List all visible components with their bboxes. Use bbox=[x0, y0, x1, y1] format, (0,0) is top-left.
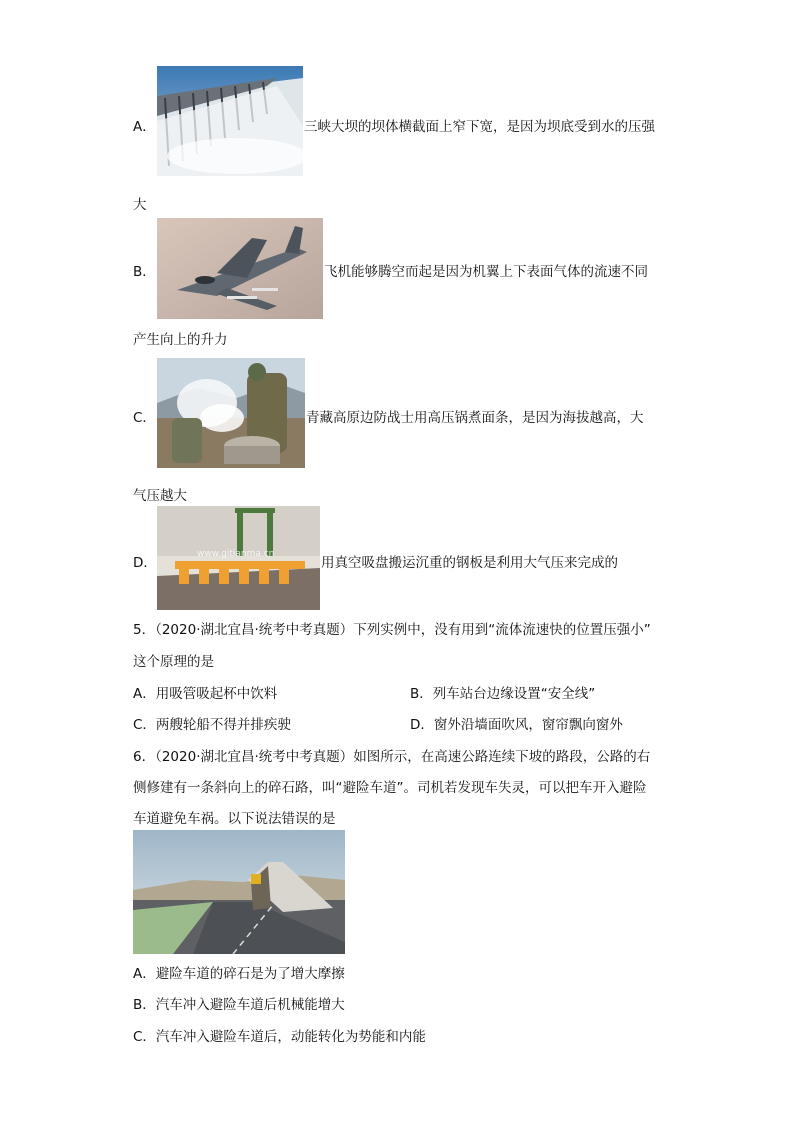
dam-photo bbox=[157, 66, 303, 176]
q5-stem-line2: 这个原理的是 bbox=[133, 654, 214, 670]
q6-stem-line3: 车道避免车祸。以下说法错误的是 bbox=[133, 811, 336, 827]
option-c-continuation: 气压越大 bbox=[133, 488, 187, 504]
vacuum-lifter-photo bbox=[157, 506, 320, 610]
option-c-text: 青藏高原边防战士用高压锅煮面条，是因为海拔越高，大 bbox=[306, 410, 644, 426]
option-b-text: 飞机能够腾空而起是因为机翼上下表面气体的流速不同 bbox=[324, 264, 648, 280]
fighter-jet-photo bbox=[157, 218, 323, 319]
escape-ramp-photo bbox=[133, 830, 345, 954]
option-b-letter: B． bbox=[133, 264, 156, 280]
watermark-text: www.gitianma.cn bbox=[197, 549, 275, 559]
option-b-continuation: 产生向上的升力 bbox=[133, 332, 228, 348]
option-a-continuation: 大 bbox=[133, 197, 147, 213]
q6-option-c: C．汽车冲入避险车道后，动能转化为势能和内能 bbox=[133, 1029, 426, 1045]
q5-option-b: B．列车站台边缘设置“安全线” bbox=[410, 686, 596, 702]
q5-option-a: A．用吸管吸起杯中饮料 bbox=[133, 686, 278, 702]
option-a-text: 三峡大坝的坝体横截面上窄下宽，是因为坝底受到水的压强 bbox=[304, 119, 655, 135]
q5-option-c: C．两艘轮船不得并排疾驶 bbox=[133, 717, 291, 733]
option-c-letter: C． bbox=[133, 410, 156, 426]
q5-stem-line1: 5．（2020·湖北宜昌·统考中考真题）下列实例中，没有用到“流体流速快的位置压强小” bbox=[133, 622, 651, 638]
q6-option-b: B．汽车冲入避险车道后机械能增大 bbox=[133, 997, 345, 1013]
q6-stem-line1: 6．（2020·湖北宜昌·统考中考真题）如图所示，在高速公路连续下坡的路段，公路的右 bbox=[133, 749, 651, 765]
option-d-letter: D． bbox=[133, 555, 157, 571]
q6-stem-line2: 侧修建有一条斜向上的碎石路，叫“避险车道”。司机若发现车失灵，可以把车开入避险 bbox=[133, 780, 647, 796]
q5-option-d: D．窗外沿墙面吹风，窗帘飘向窗外 bbox=[410, 717, 623, 733]
q6-option-a: A．避险车道的碎石是为了增大摩擦 bbox=[133, 966, 345, 982]
option-a-letter: A． bbox=[133, 119, 156, 135]
option-d-text: 用真空吸盘搬运沉重的钢板是利用大气压来完成的 bbox=[321, 555, 618, 571]
soldiers-pressure-cooker-photo bbox=[157, 358, 305, 468]
